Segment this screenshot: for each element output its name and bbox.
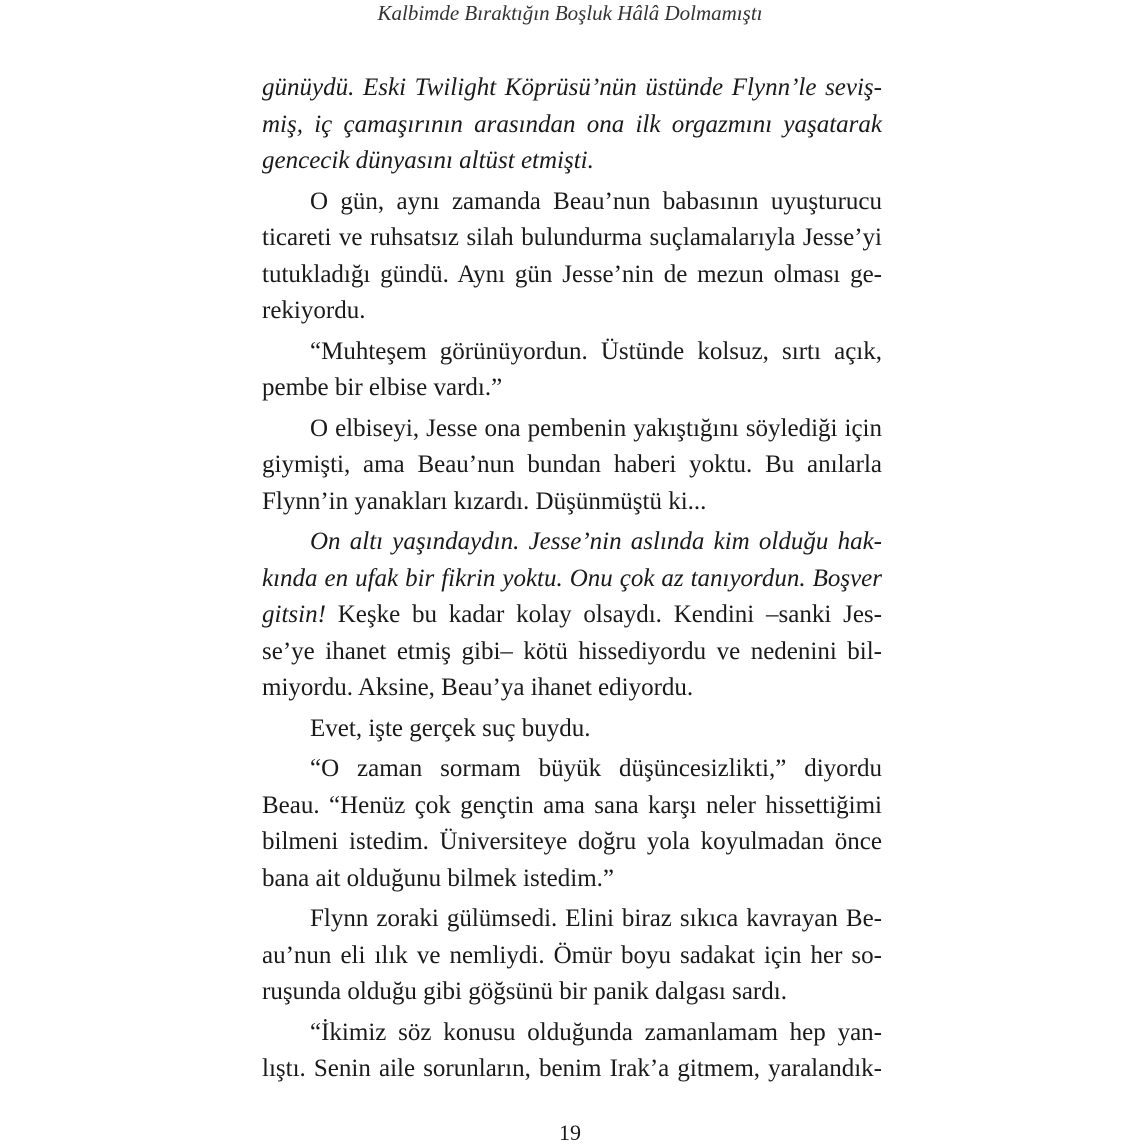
text-line: bilmeni istedim. Üniversiteye doğru yola koyulmadan önce [262,828,882,855]
text-line: miyordu. Aksine, Beau’ya ihanet ediyordu. [262,674,694,701]
page-body [262,70,882,1088]
page-number: 19 [559,1120,581,1145]
text-line: Flynn’in yanakları kızardı. Düşünmüştü ki... [262,487,707,515]
text-line-italic-part: gitsin! [262,601,326,628]
text-line: “İkimiz söz konusu olduğunda zamanlamam hep yan- [310,1018,882,1046]
running-header: Kalbimde Bıraktığın Boşluk Hâlâ Dolmamıştı [377,1,763,25]
text-line: O elbiseyi, Jesse ona pembenin yakıştığını söylediği için [310,414,882,442]
text-line: lıştı. Senin aile sorunların, benim Irak’a gitmem, yaralandık- [262,1055,882,1082]
text-line: ruşunda olduğu gibi göğsünü bir panik dalgası sardı. [262,978,787,1005]
text-line: tutukladığı gündü. Aynı gün Jesse’nin de mezun olması ge- [262,260,882,288]
text-line: giymişti, ama Beau’nun bundan haberi yoktu. Bu anılarla [262,451,882,478]
text-line: “Muhteşem görünüyordun. Üstünde kolsuz, sırtı açık, [310,337,882,365]
text-line [262,597,882,634]
text-line: Evet, işte gerçek suç buydu. [310,714,591,742]
text-line: au’nun eli ılık ve nemliydi. Ömür boyu sadakat için her so- [262,941,882,969]
text-line: Flynn zoraki gülümsedi. Elini biraz sıkıca kavrayan Be- [310,905,882,932]
text-line-roman-part: Keşke bu kadar kolay olsaydı. Kendini –sanki Jes- [325,601,882,628]
text-line: gencecik dünyasını altüst etmişti. [262,147,594,174]
text-line: günüydü. Eski Twilight Köprüsü’nün üstünde Flynn’le seviş- [262,74,882,101]
text-line: ticareti ve ruhsatsız silah bulundurma suçlamalarıyla Jesse’yi [262,224,882,251]
text-line: Beau. “Henüz çok gençtin ama sana karşı neler hissettiğimi [262,791,882,819]
text-line: se’ye ihanet etmiş gibi– kötü hissediyordu ve nedenini bil- [262,637,882,665]
text-line: miş, iç çamaşırının arasından ona ilk orgazmını yaşatarak [262,110,882,138]
text-line: O gün, aynı zamanda Beau’nun babasının uyuşturucu [310,187,882,215]
text-line: pembe bir elbise vardı.” [262,374,503,401]
text-line: “O zaman sormam büyük düşüncesizlikti,” diyordu [310,755,882,782]
text-line: bana ait olduğunu bilmek istedim.” [262,864,615,892]
text-line: kında en ufak bir fikrin yoktu. Onu çok az tanıyordun. Boşver [262,564,882,592]
text-line: On altı yaşındaydın. Jesse’nin aslında kim olduğu hak- [310,528,882,555]
text-line: rekiyordu. [262,297,366,324]
